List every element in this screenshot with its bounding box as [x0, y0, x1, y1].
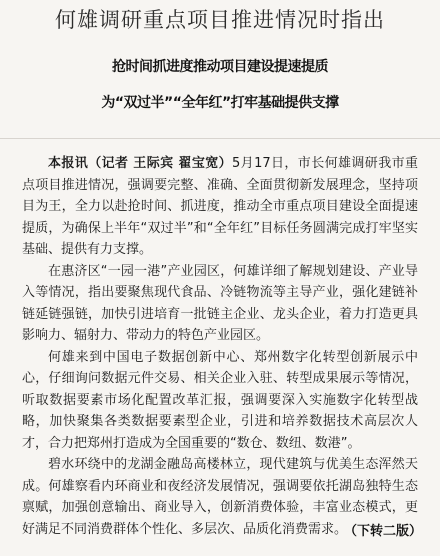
byline: 本报讯（记者 王际宾 翟宝宽）	[48, 156, 233, 171]
divider	[0, 138, 440, 139]
article-kicker: 何雄调研重点项目推进情况时指出	[55, 8, 385, 32]
headline-line-2: 为“双过半”“全年红”打牢基础提供支撑	[101, 95, 339, 111]
paragraph-4: 碧水环绕中的龙湖金融岛高楼林立，现代建筑与优美生态浑然天成。何雄察看内环商业和夜经济发展情况，强调要依托湖岛独特生态禀赋，加强创意输出、商业导入，创新消费体验，丰富业态模式，更好满足不同消费群体个性化、多层次、品质化消费需求。	[22, 457, 418, 537]
headline-line-1: 抢时间抓进度推动项目建设提速提质	[112, 59, 328, 75]
article-body	[22, 153, 418, 540]
paragraph-1	[22, 153, 418, 261]
paragraph-3: 何雄来到中国电子数据创新中心、郑州数字化转型创新展示中心，仔细询问数据元件交易、相关企业入驻、转型成果展示等情况，听取数据要素市场化配置改革汇报，强调要深入实施数字化转型战略，加快聚集各类数据要素型企业，引进和培养数据技术高层次人才，合力把郑州打造成为全国重要的“数仓、数纽、数港”。	[22, 349, 418, 451]
paragraph-1-text: 5月17日，市长何雄调研我市重点项目推进情况，强调要完整、准确、全面贯彻新发展理念，坚持项目为王，全力以赴抢时间、抓进度，推动全市重点项目建设全面提速提质，为确保上半年“双过半”和“全年红”目标任务圆满完成打牢坚实基础、提供有力支撑。	[22, 156, 418, 257]
paragraph-2: 在惠济区“一园一港”产业园区，何雄详细了解规划建设、产业导入等情况，指出要聚焦现代食品、冷链物流等主导产业，强化建链补链延链强链，加快引进培育一批链主企业、龙头企业，着力打造更具影响力、辐射力、带动力的特色产业园区。	[22, 263, 418, 343]
continued-note: （下转二版）	[343, 524, 422, 539]
